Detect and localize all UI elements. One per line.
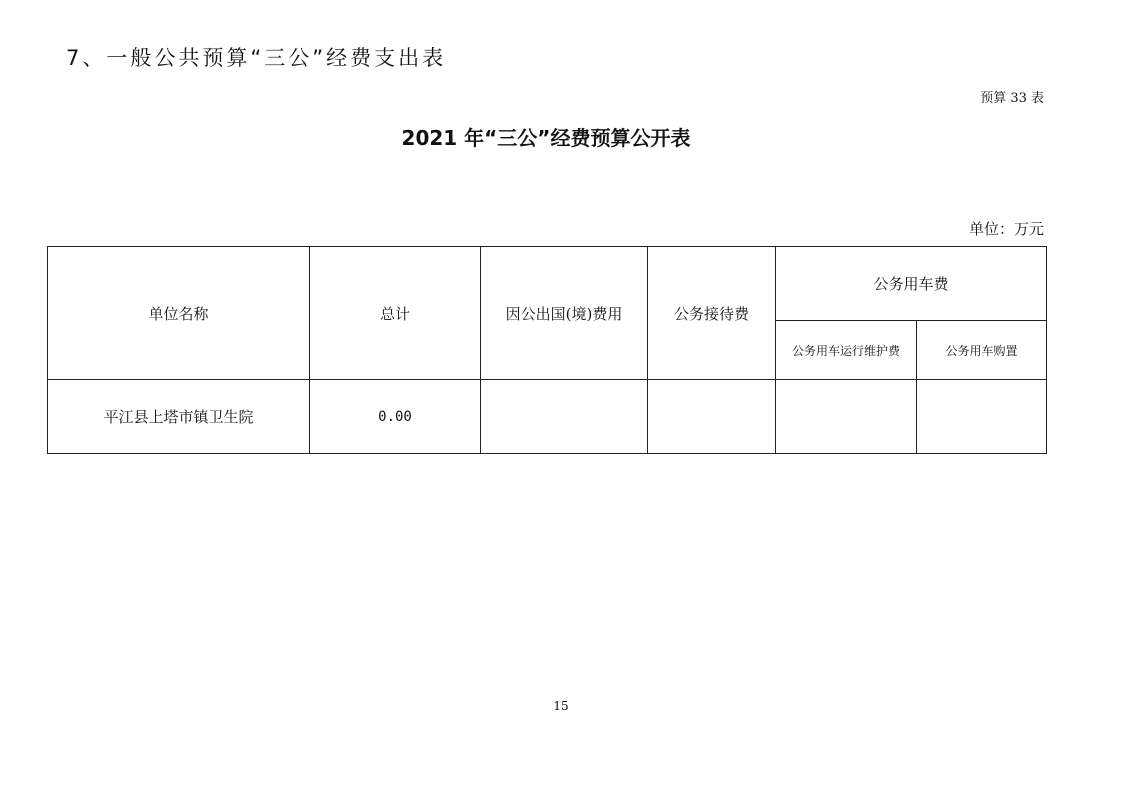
header-reception: 公务接待费 [648, 247, 776, 380]
header-overseas: 因公出国(境)费用 [481, 247, 648, 380]
cell-total: 0.00 [310, 380, 481, 454]
cell-overseas [481, 380, 648, 454]
budget-table [47, 246, 1047, 454]
header-row-top [48, 247, 1047, 321]
header-unit-name: 单位名称 [48, 247, 310, 380]
section-heading: 7、一般公共预算“三公”经费支出表 [66, 46, 447, 70]
header-vehicle-purchase: 公务用车购置 [917, 321, 1047, 380]
cell-vehicle-purchase [917, 380, 1047, 454]
header-vehicle-operation: 公务用车运行维护费 [776, 321, 917, 380]
unit-label: 单位：万元 [968, 220, 1044, 238]
table-row [48, 380, 1047, 454]
document-title: 2021 年“三公”经费预算公开表 [401, 126, 691, 150]
header-total: 总计 [310, 247, 481, 380]
header-vehicle-group: 公务用车费 [776, 247, 1047, 321]
page-number: 15 [553, 699, 569, 713]
cell-vehicle-operation [776, 380, 917, 454]
cell-unit-name: 平江县上塔市镇卫生院 [48, 380, 310, 454]
cell-reception [648, 380, 776, 454]
table-code: 预算 33 表 [980, 91, 1044, 106]
